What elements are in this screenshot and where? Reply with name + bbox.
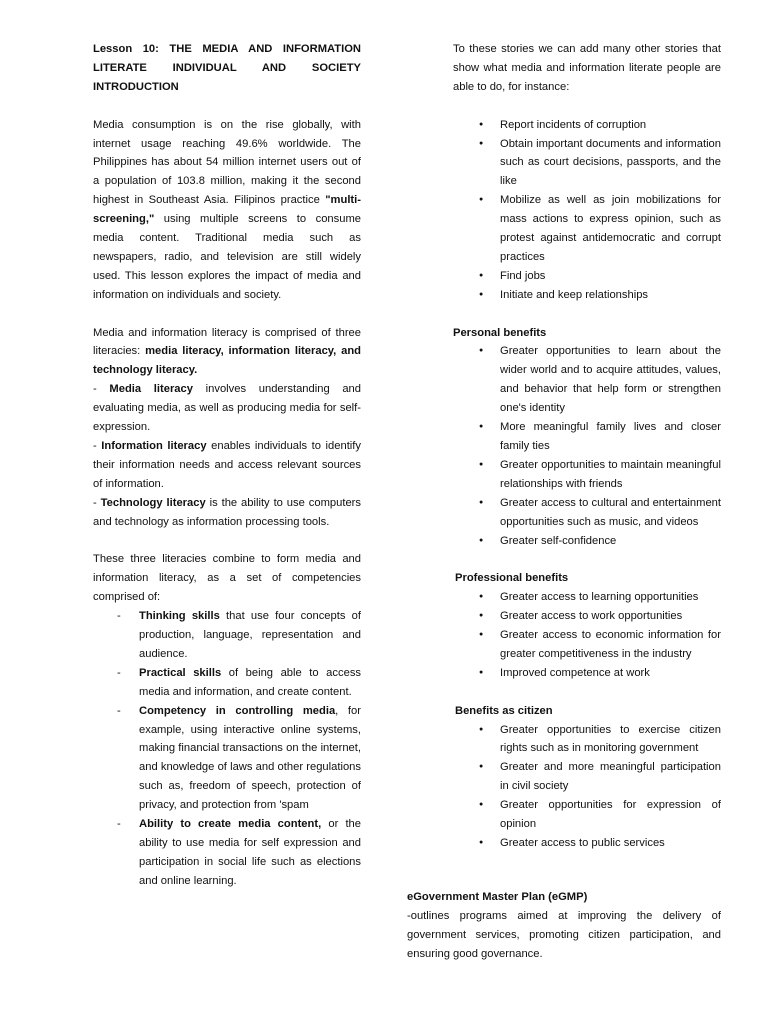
competency-list bbox=[93, 607, 361, 891]
intro-bold: "multi-screening," bbox=[93, 194, 361, 226]
list-item: ● Greater and more meaningful participation in civil society bbox=[453, 758, 721, 796]
list-item: ● Greater self-confidence bbox=[453, 532, 721, 551]
list-item: ● Greater access to cultural and entertainment opportunities such as music, and videos bbox=[453, 494, 721, 532]
intro-text-1: Media consumption is on the rise globally, with internet usage reaching 49.6% worldwide. The Philippines has about 54 million internet users out of a population of 103.8 million, making it the second highest in Southeast Asia. Filipinos practice bbox=[93, 118, 361, 207]
definition-text: enables individuals to identify their information needs and access relevant sources of information. bbox=[93, 440, 361, 490]
list-item bbox=[93, 607, 361, 664]
intro-paragraph bbox=[93, 116, 361, 305]
list-item bbox=[93, 664, 361, 702]
list-item: ● Greater access to learning opportunities bbox=[453, 588, 721, 607]
dash: - bbox=[93, 496, 101, 509]
competency-text: that use four concepts of production, language, representation and audience. bbox=[139, 610, 361, 660]
list-item: ● Report incidents of corruption bbox=[453, 116, 721, 135]
competency-term: Thinking skills bbox=[139, 610, 220, 623]
list-item: ● Greater opportunities to exercise citizen rights such as in monitoring government bbox=[453, 721, 721, 759]
definition-technology bbox=[93, 494, 361, 532]
list-item bbox=[93, 815, 361, 891]
personal-benefits-heading: Personal benefits bbox=[453, 326, 547, 339]
list-item: ● Find jobs bbox=[453, 267, 721, 286]
professional-benefits-heading: Professional benefits bbox=[455, 572, 569, 585]
list-item: ● Greater opportunities to learn about the wider world and to acquire attitudes, values, and behavior that help form or strengthen one's identity bbox=[453, 342, 721, 418]
definition-media bbox=[93, 380, 361, 437]
list-item: ● Greater access to public services bbox=[453, 834, 721, 853]
mil-paragraph bbox=[93, 324, 361, 381]
list-item: ● Greater access to work opportunities bbox=[453, 607, 721, 626]
competency-text: , for example, using interactive online systems, making financial transactions on the internet, and knowledge of laws and other regulations such as, freedom of speech, protection of privacy, and protection from 'spam bbox=[139, 704, 361, 812]
egmp-section bbox=[407, 888, 721, 964]
mil-text: Media and information literacy is comprised of three literacies: bbox=[93, 326, 361, 358]
professional-benefits-list bbox=[453, 588, 721, 683]
egmp-text: -outlines programs aimed at improving the delivery of government services, promoting citizen participation, and ensuring good governance. bbox=[407, 909, 721, 960]
list-item bbox=[93, 702, 361, 815]
competency-term: Practical skills bbox=[139, 666, 222, 679]
citizen-benefits-heading: Benefits as citizen bbox=[455, 704, 553, 717]
list-item: ● Greater access to economic information for greater competitiveness in the industry bbox=[453, 626, 721, 664]
definition-information bbox=[93, 437, 361, 494]
list-item: ● Obtain important documents and information such as court decisions, passports, and the like bbox=[453, 135, 721, 192]
list-item: ● Mobilize as well as join mobilizations for mass actions to express opinion, such as protest against antidemocratic and corrupt practices bbox=[453, 191, 721, 267]
definition-text: is the ability to use computers and technology as information processing tools. bbox=[93, 496, 361, 528]
list-item: ● Greater opportunities to maintain meaningful relationships with friends bbox=[453, 456, 721, 494]
dash: - bbox=[93, 383, 110, 396]
list-item: ● More meaningful family lives and closer family ties bbox=[453, 418, 721, 456]
mil-bold: media literacy, information literacy, and technology literacy. bbox=[93, 345, 361, 377]
dash: - bbox=[93, 440, 102, 452]
intro-text-2: using multiple screens to consume media content. Traditional media such as newspapers, radio, and television are still widely used. This lesson explores the impact of media and information on individuals and society. bbox=[93, 213, 361, 301]
definition-text: involves understanding and evaluating media, as well as producing media for self-expression. bbox=[93, 383, 362, 434]
definition-term: Information literacy bbox=[101, 440, 207, 452]
egmp-heading: eGovernment Master Plan (eGMP) bbox=[407, 891, 588, 903]
definition-term: Media literacy bbox=[109, 383, 193, 396]
right-column bbox=[453, 40, 721, 853]
competency-text: of being able to access media and information, and create content. bbox=[139, 666, 362, 698]
combine-paragraph: These three literacies combine to form media and information literacy, as a set of competencies comprised of: bbox=[93, 553, 361, 604]
competency-term: Competency in controlling media bbox=[139, 704, 336, 717]
list-item: ● Greater opportunities for expression of opinion bbox=[453, 796, 721, 834]
list-item: ● Initiate and keep relationships bbox=[453, 286, 721, 305]
lesson-title: Lesson 10: THE MEDIA AND INFORMATION LITERATE INDIVIDUAL AND SOCIETY INTRODUCTION bbox=[93, 43, 361, 93]
competency-text: or the ability to use media for self expression and participation in social life such as elections and online learning. bbox=[139, 818, 362, 887]
list-item: ● Improved competence at work bbox=[453, 664, 721, 683]
competency-term: Ability to create media content, bbox=[139, 818, 322, 831]
left-column bbox=[93, 40, 361, 891]
citizen-benefits-list bbox=[453, 721, 721, 853]
stories-list bbox=[453, 116, 721, 305]
definition-term: Technology literacy bbox=[100, 496, 206, 509]
stories-intro: To these stories we can add many other stories that show what media and information literate people are able to do, for instance: bbox=[453, 43, 721, 93]
personal-benefits-list bbox=[453, 342, 721, 550]
